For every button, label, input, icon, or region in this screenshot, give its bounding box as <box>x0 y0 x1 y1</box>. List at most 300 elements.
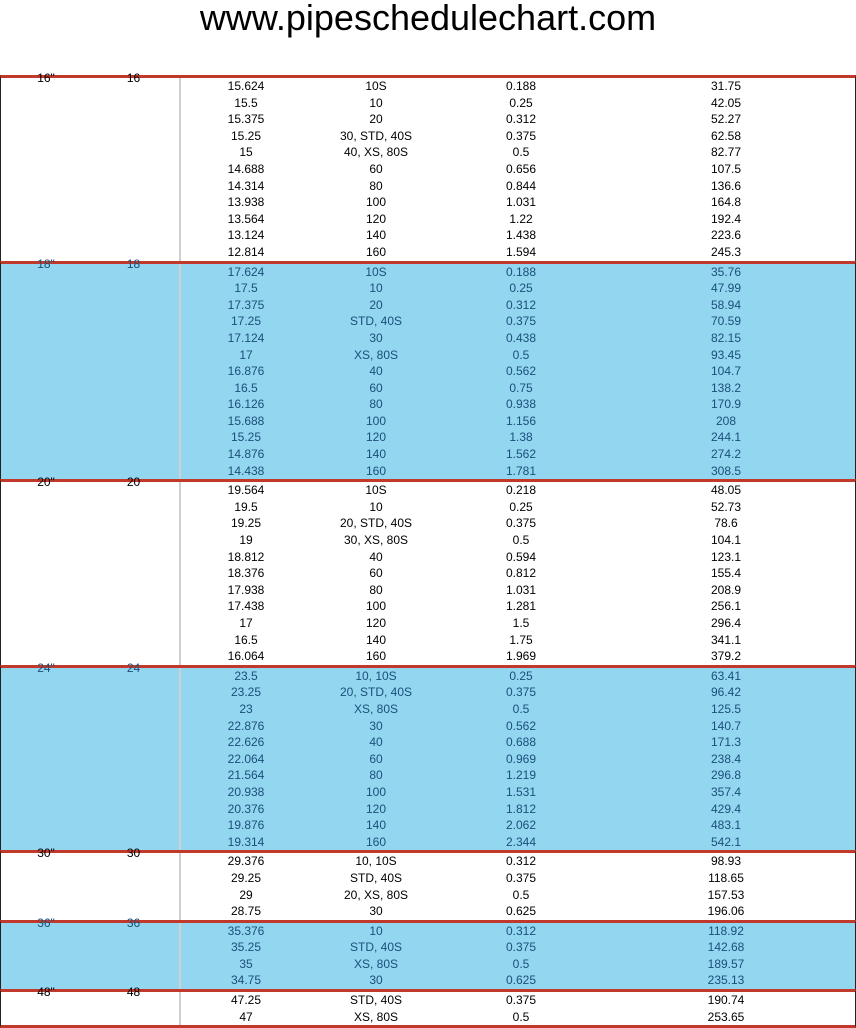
inside-diameter-cell: 12.814 <box>227 244 265 259</box>
schedule-cell: 10S <box>365 264 387 279</box>
inside-diameter-cell: 47 <box>239 1009 253 1024</box>
wall-thickness-cell: 1.031 <box>505 582 537 597</box>
wall-thickness-cell: 1.219 <box>505 768 537 783</box>
weight-per-foot-cell: 136.6 <box>710 178 742 193</box>
inside-diameter-cell: 17.438 <box>227 599 265 614</box>
inside-diameter-cell: 13.124 <box>227 228 265 243</box>
weight-per-foot-cell: 47.99 <box>710 281 742 296</box>
weight-per-foot-cell: 42.05 <box>710 95 742 110</box>
schedule-cell: 60 <box>369 380 383 395</box>
nominal-pipe-size: 24" <box>37 660 55 675</box>
inside-diameter-cell: 16.5 <box>234 380 258 395</box>
weight-per-foot-cell: 256.1 <box>710 599 742 614</box>
inside-diameter-cell: 23.25 <box>230 685 262 700</box>
wall-thickness-cell: 1.594 <box>505 244 537 259</box>
inside-diameter-cell: 29 <box>239 887 253 902</box>
wall-thickness-cell: 0.75 <box>509 380 533 395</box>
weight-per-foot-cell: 93.45 <box>710 347 742 362</box>
table-row <box>181 992 855 1009</box>
nominal-diameter: 16 <box>126 71 141 85</box>
wall-thickness-cell: 1.75 <box>509 632 533 647</box>
schedule-cell: 40 <box>369 364 383 379</box>
weight-per-foot-cell: 357.4 <box>710 784 742 799</box>
pipe-size-group <box>0 985 856 1028</box>
weight-per-foot-cell: 429.4 <box>710 801 742 816</box>
inside-diameter-cell: 17.375 <box>227 297 265 312</box>
schedule-cell: STD, 40S <box>349 314 403 329</box>
table-row <box>181 313 855 330</box>
nominal-diameter: 24 <box>126 660 141 675</box>
inside-diameter-cell: 29.376 <box>227 854 265 869</box>
table-row <box>181 648 855 665</box>
wall-thickness-cell: 1.156 <box>505 413 537 428</box>
pipe-size-group <box>0 846 856 919</box>
table-row <box>181 565 855 582</box>
wall-thickness-cell: 0.969 <box>505 751 537 766</box>
inside-diameter-cell: 20.376 <box>227 801 265 816</box>
size-label-column <box>1 985 181 1025</box>
wall-thickness-cell: 0.375 <box>505 128 537 143</box>
weight-per-foot-cell: 235.13 <box>707 973 745 988</box>
inside-diameter-cell: 17 <box>239 616 253 630</box>
table-row <box>181 834 855 851</box>
weight-per-foot-cell: 379.2 <box>710 649 742 664</box>
pipe-size-group <box>0 256 856 480</box>
wall-thickness-cell: 0.375 <box>505 940 537 955</box>
wall-thickness-cell: 1.781 <box>505 463 537 478</box>
schedule-cell: STD, 40S <box>349 870 403 885</box>
inside-diameter-cell: 16.064 <box>227 649 265 664</box>
wall-thickness-cell: 0.312 <box>505 923 537 938</box>
nominal-diameter: 20 <box>126 475 141 490</box>
schedule-cell: 10 <box>369 281 383 296</box>
table-row <box>181 684 855 701</box>
wall-thickness-cell: 0.312 <box>505 112 537 127</box>
weight-per-foot-cell: 123.1 <box>710 549 742 564</box>
table-row <box>181 615 855 632</box>
table-row <box>181 446 855 463</box>
schedule-cell: 140 <box>365 447 387 462</box>
nominal-pipe-size: 16" <box>37 71 55 85</box>
table-row <box>181 632 855 649</box>
weight-per-foot-cell: 48.05 <box>710 483 742 498</box>
weight-per-foot-cell: 190.74 <box>707 993 745 1008</box>
inside-diameter-cell: 21.564 <box>227 768 265 783</box>
schedule-cell: 140 <box>365 818 387 833</box>
table-row <box>181 194 855 211</box>
inside-diameter-cell: 14.688 <box>227 161 265 176</box>
inside-diameter-cell: 22.626 <box>227 735 265 750</box>
schedule-cell: 40 <box>369 735 383 750</box>
weight-per-foot-cell: 63.41 <box>710 668 742 683</box>
size-label-column <box>1 256 181 480</box>
wall-thickness-cell: 0.375 <box>505 993 537 1008</box>
schedule-cell: 30 <box>369 718 383 733</box>
schedule-cell: 10 <box>369 95 383 110</box>
weight-per-foot-cell: 118.65 <box>708 870 744 885</box>
table-row <box>181 499 855 516</box>
nominal-diameter: 30 <box>126 846 141 861</box>
nominal-diameter: 36 <box>126 915 141 930</box>
table-row <box>181 870 855 887</box>
table-row <box>181 264 855 281</box>
wall-thickness-cell: 1.562 <box>505 447 537 462</box>
weight-per-foot-cell: 96.42 <box>710 685 742 700</box>
wall-thickness-cell: 0.5 <box>512 347 530 362</box>
inside-diameter-cell: 34.75 <box>230 973 262 988</box>
table-row <box>181 767 855 784</box>
wall-thickness-cell: 1.812 <box>505 801 537 816</box>
schedule-cell: 120 <box>365 801 387 816</box>
weight-per-foot-cell: 189.57 <box>707 956 745 971</box>
schedule-cell: 160 <box>365 244 387 259</box>
weight-per-foot-cell: 171.3 <box>710 735 742 750</box>
table-row <box>181 413 855 430</box>
wall-thickness-cell: 0.5 <box>512 701 530 716</box>
schedule-cell: 20 <box>369 112 383 127</box>
wall-thickness-cell: 2.062 <box>505 818 537 833</box>
pipe-size-group <box>0 915 856 989</box>
weight-per-foot-cell: 164.8 <box>710 195 742 210</box>
table-row <box>181 178 855 195</box>
wall-thickness-cell: 0.25 <box>509 281 533 296</box>
weight-per-foot-cell: 208.9 <box>710 582 742 597</box>
wall-thickness-cell: 1.969 <box>505 649 537 664</box>
schedule-cell: 60 <box>369 566 383 581</box>
nominal-pipe-size: 48" <box>37 985 55 1000</box>
schedule-cell: 30, XS, 80S <box>343 533 409 548</box>
weight-per-foot-cell: 192.4 <box>710 211 742 226</box>
schedule-cell: 30, STD, 40S <box>339 128 413 143</box>
weight-per-foot-cell: 82.15 <box>710 330 742 345</box>
table-row <box>181 111 855 128</box>
inside-diameter-cell: 14.314 <box>227 178 265 193</box>
weight-per-foot-cell: 107.5 <box>710 161 742 176</box>
table-row <box>181 784 855 801</box>
inside-diameter-cell: 17.624 <box>227 264 265 279</box>
inside-diameter-cell: 15.5 <box>234 95 258 110</box>
table-row <box>181 128 855 145</box>
wall-thickness-cell: 0.812 <box>505 566 537 581</box>
schedule-cell: 100 <box>365 784 387 799</box>
weight-per-foot-cell: 155.4 <box>710 566 742 581</box>
table-row <box>181 515 855 532</box>
weight-per-foot-cell: 483.1 <box>710 818 742 833</box>
wall-thickness-cell: 1.22 <box>509 211 533 226</box>
inside-diameter-cell: 28.75 <box>230 904 262 919</box>
weight-per-foot-cell: 70.59 <box>710 314 742 329</box>
weight-per-foot-cell: 244.1 <box>710 430 742 445</box>
pipe-schedule-table <box>0 71 856 1028</box>
schedule-cell: 10S <box>365 483 387 498</box>
schedule-cell: 100 <box>365 599 387 614</box>
wall-thickness-cell: 0.375 <box>505 870 537 885</box>
weight-per-foot-cell: 58.94 <box>710 297 742 312</box>
table-row <box>181 347 855 364</box>
schedule-cell: 160 <box>365 649 387 664</box>
schedule-cell: XS, 80S <box>353 1009 399 1024</box>
pipe-size-group <box>0 71 856 261</box>
weight-per-foot-cell: 308.5 <box>710 463 742 478</box>
inside-diameter-cell: 15.688 <box>227 413 265 428</box>
weight-per-foot-cell: 170.9 <box>710 397 742 412</box>
table-row <box>181 78 855 95</box>
wall-thickness-cell: 0.188 <box>505 79 537 93</box>
table-row <box>181 211 855 228</box>
schedule-cell: 120 <box>365 211 387 226</box>
weight-per-foot-cell: 104.1 <box>710 533 742 548</box>
schedule-cell: XS, 80S <box>353 956 399 971</box>
table-row <box>181 380 855 397</box>
inside-diameter-cell: 13.938 <box>227 195 265 210</box>
schedule-cell: XS, 80S <box>353 347 399 362</box>
inside-diameter-cell: 47.25 <box>230 993 262 1008</box>
weight-per-foot-cell: 104.7 <box>710 364 742 379</box>
schedule-cell: 10, 10S <box>355 668 397 683</box>
inside-diameter-cell: 15.25 <box>230 128 262 143</box>
wall-thickness-cell: 1.38 <box>509 430 533 445</box>
inside-diameter-cell: 15.624 <box>227 79 265 93</box>
schedule-cell: STD, 40S <box>349 940 403 955</box>
table-row <box>181 330 855 347</box>
weight-per-foot-cell: 138.2 <box>710 380 742 395</box>
schedule-cell: 80 <box>369 397 383 412</box>
inside-diameter-cell: 19.564 <box>227 483 265 498</box>
site-title[interactable]: www.pipeschedulechart.com <box>199 0 657 38</box>
table-row <box>181 161 855 178</box>
inside-diameter-cell: 17 <box>239 347 253 362</box>
weight-per-foot-cell: 125.5 <box>710 701 742 716</box>
schedule-cell: 160 <box>365 834 387 849</box>
wall-thickness-cell: 0.5 <box>512 1009 530 1024</box>
table-row <box>181 244 855 261</box>
size-label-column <box>1 915 181 989</box>
nominal-diameter: 48 <box>126 985 141 1000</box>
schedule-cell: 10 <box>369 923 383 938</box>
size-label-column <box>1 846 181 919</box>
weight-per-foot-cell: 238.4 <box>710 751 742 766</box>
size-label-column <box>1 475 181 665</box>
table-row <box>181 887 855 904</box>
wall-thickness-cell: 1.531 <box>505 784 537 799</box>
inside-diameter-cell: 17.25 <box>230 314 262 329</box>
weight-per-foot-cell: 157.53 <box>707 887 745 902</box>
schedule-cell: 30 <box>369 904 383 919</box>
wall-thickness-cell: 0.375 <box>505 314 537 329</box>
wall-thickness-cell: 0.438 <box>505 330 537 345</box>
wall-thickness-cell: 0.625 <box>505 904 537 919</box>
weight-per-foot-cell: 253.65 <box>707 1009 745 1024</box>
table-row <box>181 751 855 768</box>
inside-diameter-cell: 16.5 <box>234 632 258 647</box>
schedule-cell: 40 <box>369 549 383 564</box>
inside-diameter-cell: 14.438 <box>227 463 265 478</box>
schedule-cell: 30 <box>369 330 383 345</box>
schedule-cell: 60 <box>369 161 383 176</box>
schedule-cell: 100 <box>365 413 387 428</box>
inside-diameter-cell: 17.5 <box>234 281 258 296</box>
wall-thickness-cell: 1.438 <box>505 228 537 243</box>
inside-diameter-cell: 18.812 <box>227 549 265 564</box>
wall-thickness-cell: 0.218 <box>505 483 537 498</box>
schedule-cell: 140 <box>365 228 387 243</box>
table-row <box>181 297 855 314</box>
schedule-cell: 60 <box>369 751 383 766</box>
table-row <box>181 817 855 834</box>
schedule-cell: 10S <box>365 79 387 93</box>
weight-per-foot-cell: 341.1 <box>710 632 742 647</box>
wall-thickness-cell: 0.5 <box>512 533 530 548</box>
weight-per-foot-cell: 223.6 <box>710 228 742 243</box>
inside-diameter-cell: 15 <box>239 145 253 160</box>
pipe-size-group <box>0 475 856 665</box>
weight-per-foot-cell: 542.1 <box>710 834 742 849</box>
weight-per-foot-cell: 82.77 <box>710 145 742 160</box>
wall-thickness-cell: 1.281 <box>505 599 537 614</box>
inside-diameter-cell: 18.376 <box>227 566 265 581</box>
table-row <box>181 549 855 566</box>
wall-thickness-cell: 0.312 <box>505 854 537 869</box>
weight-per-foot-cell: 274.2 <box>710 447 742 462</box>
table-row <box>181 463 855 480</box>
inside-diameter-cell: 16.876 <box>227 364 265 379</box>
inside-diameter-cell: 16.126 <box>227 397 265 412</box>
wall-thickness-cell: 0.375 <box>505 516 537 531</box>
inside-diameter-cell: 14.876 <box>227 447 265 462</box>
schedule-cell: 120 <box>365 430 387 445</box>
table-row <box>181 923 855 940</box>
wall-thickness-cell: 1.5 <box>512 616 530 630</box>
schedule-cell: 20 <box>369 297 383 312</box>
weight-per-foot-cell: 98.93 <box>710 854 742 869</box>
table-row <box>181 956 855 973</box>
weight-per-foot-cell: 296.8 <box>710 768 742 783</box>
table-row <box>181 95 855 112</box>
weight-per-foot-cell: 245.3 <box>710 244 742 259</box>
table-row <box>181 668 855 685</box>
schedule-cell: 10, 10S <box>355 854 397 869</box>
table-row <box>181 801 855 818</box>
wall-thickness-cell: 0.25 <box>509 499 533 514</box>
inside-diameter-cell: 23 <box>239 701 253 716</box>
inside-diameter-cell: 17.938 <box>227 582 265 597</box>
wall-thickness-cell: 0.5 <box>512 145 530 160</box>
inside-diameter-cell: 19.314 <box>227 834 265 849</box>
weight-per-foot-cell: 208 <box>715 413 737 428</box>
schedule-cell: 140 <box>365 632 387 647</box>
table-row <box>181 972 855 989</box>
schedule-cell: 80 <box>369 582 383 597</box>
weight-per-foot-cell: 142.68 <box>707 940 745 955</box>
wall-thickness-cell: 0.25 <box>509 95 533 110</box>
inside-diameter-cell: 19.25 <box>230 516 262 531</box>
nominal-diameter: 18 <box>126 256 141 271</box>
table-row <box>181 853 855 870</box>
weight-per-foot-cell: 296.4 <box>710 616 742 630</box>
table-row <box>181 363 855 380</box>
inside-diameter-cell: 29.25 <box>230 870 262 885</box>
weight-per-foot-cell: 52.27 <box>710 112 742 127</box>
inside-diameter-cell: 19.876 <box>227 818 265 833</box>
inside-diameter-cell: 15.375 <box>227 112 265 127</box>
inside-diameter-cell: 19 <box>239 533 253 548</box>
wall-thickness-cell: 0.562 <box>505 718 537 733</box>
nominal-pipe-size: 36" <box>37 915 55 930</box>
table-row <box>181 144 855 161</box>
table-row <box>181 532 855 549</box>
schedule-cell: 30 <box>369 973 383 988</box>
table-row <box>181 482 855 499</box>
table-row <box>181 1009 855 1026</box>
inside-diameter-cell: 35 <box>239 956 253 971</box>
weight-per-foot-cell: 118.92 <box>708 923 744 938</box>
wall-thickness-cell: 0.5 <box>512 887 530 902</box>
inside-diameter-cell: 35.25 <box>230 940 262 955</box>
wall-thickness-cell: 0.562 <box>505 364 537 379</box>
nominal-pipe-size: 20" <box>37 475 55 490</box>
table-row <box>181 734 855 751</box>
table-row <box>181 598 855 615</box>
schedule-cell: 100 <box>365 195 387 210</box>
table-row <box>181 280 855 297</box>
schedule-cell: 120 <box>365 616 387 630</box>
inside-diameter-cell: 20.938 <box>227 784 265 799</box>
wall-thickness-cell: 1.031 <box>505 195 537 210</box>
schedule-cell: 20, STD, 40S <box>339 516 413 531</box>
weight-per-foot-cell: 140.7 <box>710 718 742 733</box>
table-row <box>181 582 855 599</box>
wall-thickness-cell: 0.625 <box>505 973 537 988</box>
wall-thickness-cell: 0.188 <box>505 264 537 279</box>
weight-per-foot-cell: 78.6 <box>714 516 738 531</box>
size-label-column <box>1 71 181 261</box>
wall-thickness-cell: 0.25 <box>509 668 533 683</box>
schedule-cell: STD, 40S <box>349 993 403 1008</box>
wall-thickness-cell: 0.938 <box>505 397 537 412</box>
schedule-cell: XS, 80S <box>353 701 399 716</box>
schedule-cell: 20, STD, 40S <box>339 685 413 700</box>
pipe-size-group <box>0 660 856 851</box>
size-label-column <box>1 660 181 851</box>
inside-diameter-cell: 22.876 <box>227 718 265 733</box>
weight-per-foot-cell: 196.06 <box>707 904 745 919</box>
inside-diameter-cell: 23.5 <box>234 668 258 683</box>
weight-per-foot-cell: 35.76 <box>710 264 742 279</box>
table-row <box>181 429 855 446</box>
weight-per-foot-cell: 62.58 <box>710 128 742 143</box>
inside-diameter-cell: 35.376 <box>227 923 265 938</box>
nominal-pipe-size: 18" <box>37 256 55 271</box>
wall-thickness-cell: 0.844 <box>505 178 537 193</box>
wall-thickness-cell: 0.5 <box>512 956 530 971</box>
table-row <box>181 227 855 244</box>
table-row <box>181 396 855 413</box>
schedule-cell: 10 <box>369 499 383 514</box>
inside-diameter-cell: 17.124 <box>227 330 265 345</box>
inside-diameter-cell: 15.25 <box>230 430 262 445</box>
wall-thickness-cell: 0.688 <box>505 735 537 750</box>
schedule-cell: 40, XS, 80S <box>343 145 409 160</box>
table-row <box>181 718 855 735</box>
wall-thickness-cell: 0.375 <box>505 685 537 700</box>
wall-thickness-cell: 0.312 <box>505 297 537 312</box>
schedule-cell: 160 <box>365 463 387 478</box>
wall-thickness-cell: 2.344 <box>505 834 537 849</box>
wall-thickness-cell: 0.656 <box>505 161 537 176</box>
weight-per-foot-cell: 52.73 <box>710 499 742 514</box>
schedule-cell: 80 <box>369 768 383 783</box>
table-row <box>181 701 855 718</box>
